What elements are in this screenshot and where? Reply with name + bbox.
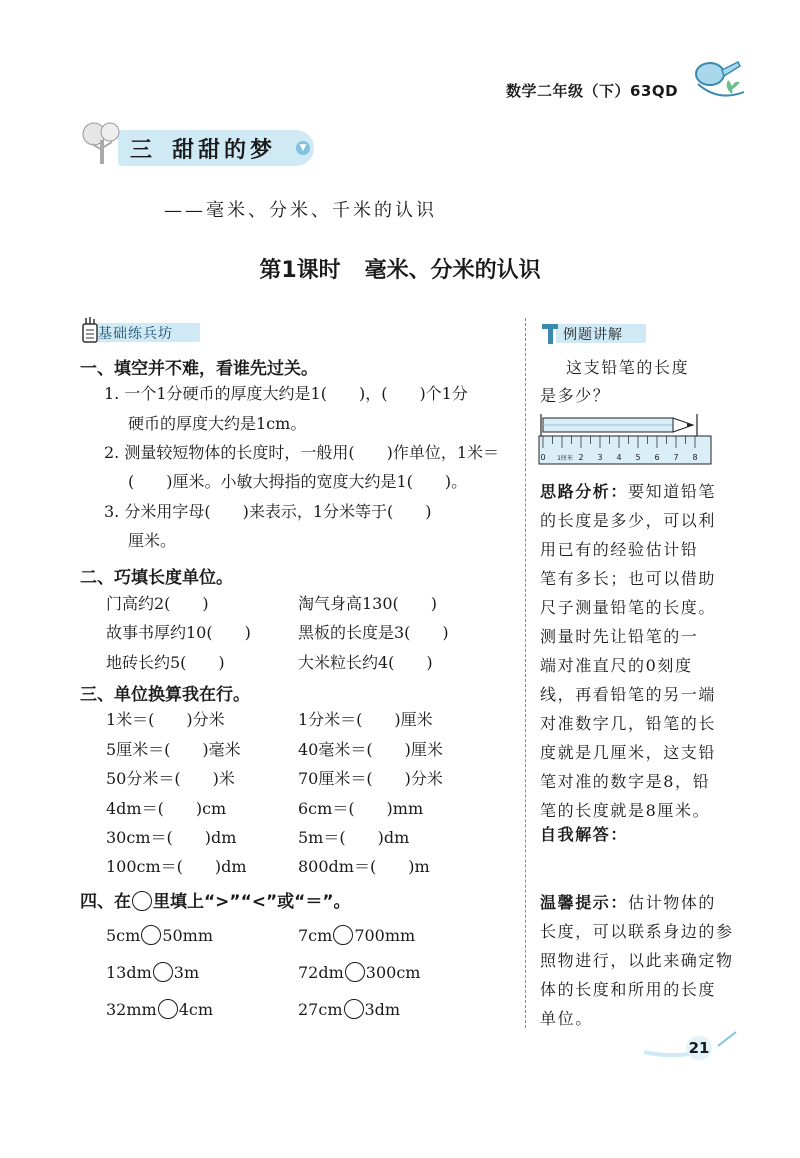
analysis-line	[540, 479, 716, 502]
analysis-line: 线，再看铅笔的另一端	[540, 685, 717, 704]
answer-circle[interactable]	[345, 962, 365, 982]
unit-subtitle: ——毫米、分米、千米的认识	[164, 200, 437, 221]
unit-title: 甜甜的梦	[172, 138, 277, 163]
analysis-line: 测量时先让铅笔的一	[540, 627, 699, 646]
analysis-line: 对准数字几，铅笔的长	[540, 714, 717, 733]
part2-item: 故事书厚约10( )	[106, 623, 251, 642]
compare-circle-icon	[132, 891, 152, 911]
tip-line: 长度，可以联系身边的参	[540, 922, 734, 941]
compare-item	[298, 999, 400, 1019]
t-square-icon	[540, 318, 560, 346]
pencil-cup-icon	[80, 316, 100, 344]
part1-line: 1. 一个1分硬币的厚度大约是1( )，( )个1分	[104, 384, 468, 403]
tip-line: 单位。	[540, 1009, 593, 1028]
compare-right: 300cm	[365, 963, 421, 982]
page-number: 21	[686, 1036, 712, 1060]
answer-circle[interactable]	[141, 925, 161, 945]
analysis-line: 尺子测量铅笔的长度。	[540, 598, 717, 617]
part3-item: 1米＝( )分米	[106, 710, 225, 729]
compare-right: 3dm	[364, 1000, 401, 1019]
compare-left: 7cm	[298, 926, 333, 945]
ruler-label: 1厘米	[557, 455, 573, 462]
pencil-ruler-figure	[537, 410, 717, 472]
analysis-text: 要知道铅笔	[628, 482, 717, 501]
part1-line: 厘米。	[128, 531, 177, 550]
example-question: 这支铅笔的长度	[566, 358, 690, 377]
compare-right: 4cm	[178, 1000, 214, 1019]
tip-line: 体的长度和所用的长度	[540, 980, 717, 999]
example-question: 是多少？	[540, 386, 611, 405]
part3-item: 5厘米＝( )毫米	[106, 740, 241, 759]
compare-right: 700mm	[354, 926, 416, 945]
unit-number: 三	[130, 138, 153, 163]
answer-circle[interactable]	[153, 962, 173, 982]
part3-item: 800dm＝( )m	[298, 857, 430, 876]
part3-item: 4dm＝( )cm	[106, 799, 227, 818]
answer-circle[interactable]	[158, 999, 178, 1019]
part3-item: 6cm＝( )mm	[298, 799, 424, 818]
part1-line: 3. 分米用字母( )来表示，1分米等于( )	[104, 502, 432, 521]
analysis-line: 笔有多长；也可以借助	[540, 569, 717, 588]
part3-item: 50分米＝( )米	[106, 769, 235, 788]
part4-title	[80, 887, 351, 912]
tree-icon	[80, 118, 124, 166]
part1-title: 一、填空并不难，看谁先过关。	[80, 359, 318, 379]
part1-line: 2. 测量较短物体的长度时，一般用( )作单位，1米＝	[104, 443, 500, 462]
compare-item	[298, 925, 415, 945]
part2-item: 淘气身高130( )	[298, 594, 438, 613]
analysis-line: 笔对准的数字是8，铅	[540, 772, 711, 791]
part2-title: 二、巧填长度单位。	[80, 568, 233, 588]
part1-line: 硬币的厚度大约是1cm。	[128, 414, 307, 433]
analysis-line: 端对准直尺的0刻度	[540, 656, 693, 675]
tip-text: 估计物体的	[628, 893, 717, 912]
ruler-label: 8	[692, 453, 698, 462]
part2-item: 门高约2( )	[106, 594, 209, 613]
compare-item	[298, 962, 420, 982]
ruler-label: 2	[578, 453, 584, 462]
tip-line	[540, 890, 716, 913]
part2-item: 地砖长约5( )	[106, 653, 225, 672]
part4-title-post: 里填上“>”“<”或“＝”。	[153, 892, 351, 912]
tip-label: 温馨提示：	[540, 893, 629, 912]
analysis-label: 思路分析：	[540, 482, 629, 501]
compare-left: 32mm	[106, 1000, 157, 1019]
ruler-label: 3	[597, 453, 603, 462]
ruler-label: 7	[673, 453, 679, 462]
answer-circle[interactable]	[333, 925, 353, 945]
lesson-title	[0, 253, 800, 284]
part3-item: 40毫米＝( )厘米	[298, 740, 443, 759]
self-answer-label: 自我解答：	[540, 825, 629, 844]
compare-item	[106, 962, 199, 982]
column-divider	[525, 318, 526, 1028]
watering-can-logo-icon	[688, 54, 748, 104]
part2-item: 黑板的长度是3( )	[298, 623, 449, 642]
analysis-line: 笔的长度就是8厘米。	[540, 801, 711, 820]
ruler-label: 0	[540, 453, 546, 462]
part3-item: 70厘米＝( )分米	[298, 769, 443, 788]
part1-line: ( )厘米。小敏大拇指的宽度大约是1( )。	[128, 472, 468, 491]
compare-right: 3m	[173, 963, 200, 982]
ruler-label: 6	[654, 453, 660, 462]
part3-item: 5m＝( )dm	[298, 828, 410, 847]
part3-item: 100cm＝( )dm	[106, 857, 247, 876]
answer-circle[interactable]	[344, 999, 364, 1019]
lesson-name: 毫米、分米的认识	[364, 258, 541, 283]
ruler-label: 5	[635, 453, 641, 462]
part2-item: 大米粒长约4( )	[298, 653, 433, 672]
compare-left: 5cm	[106, 926, 141, 945]
chevron-down-icon: ▼	[296, 141, 310, 155]
analysis-line: 度就是几厘米，这支铅	[540, 743, 717, 762]
compare-item	[106, 999, 213, 1019]
compare-right: 50mm	[162, 926, 214, 945]
section-tag: 基础练兵坊	[98, 326, 173, 342]
compare-left: 13dm	[106, 963, 152, 982]
compare-left: 27cm	[298, 1000, 343, 1019]
part3-item: 30cm＝( )dm	[106, 828, 237, 847]
part3-item: 1分米＝( )厘米	[298, 710, 433, 729]
analysis-line: 用已有的经验估计铅	[540, 540, 699, 559]
ruler-label: 4	[616, 453, 622, 462]
part3-title: 三、单位换算我在行。	[80, 685, 250, 705]
part4-title-pre: 四、在	[80, 892, 131, 912]
compare-left: 72dm	[298, 963, 344, 982]
example-tag: 例题讲解	[563, 327, 623, 343]
tip-line: 照物进行，以此来确定物	[540, 951, 734, 970]
lesson-number: 第1课时	[259, 258, 341, 283]
compare-item	[106, 925, 213, 945]
page-header: 数学二年级（下）63QD	[506, 82, 679, 100]
analysis-line: 的长度是多少，可以利	[540, 511, 717, 530]
